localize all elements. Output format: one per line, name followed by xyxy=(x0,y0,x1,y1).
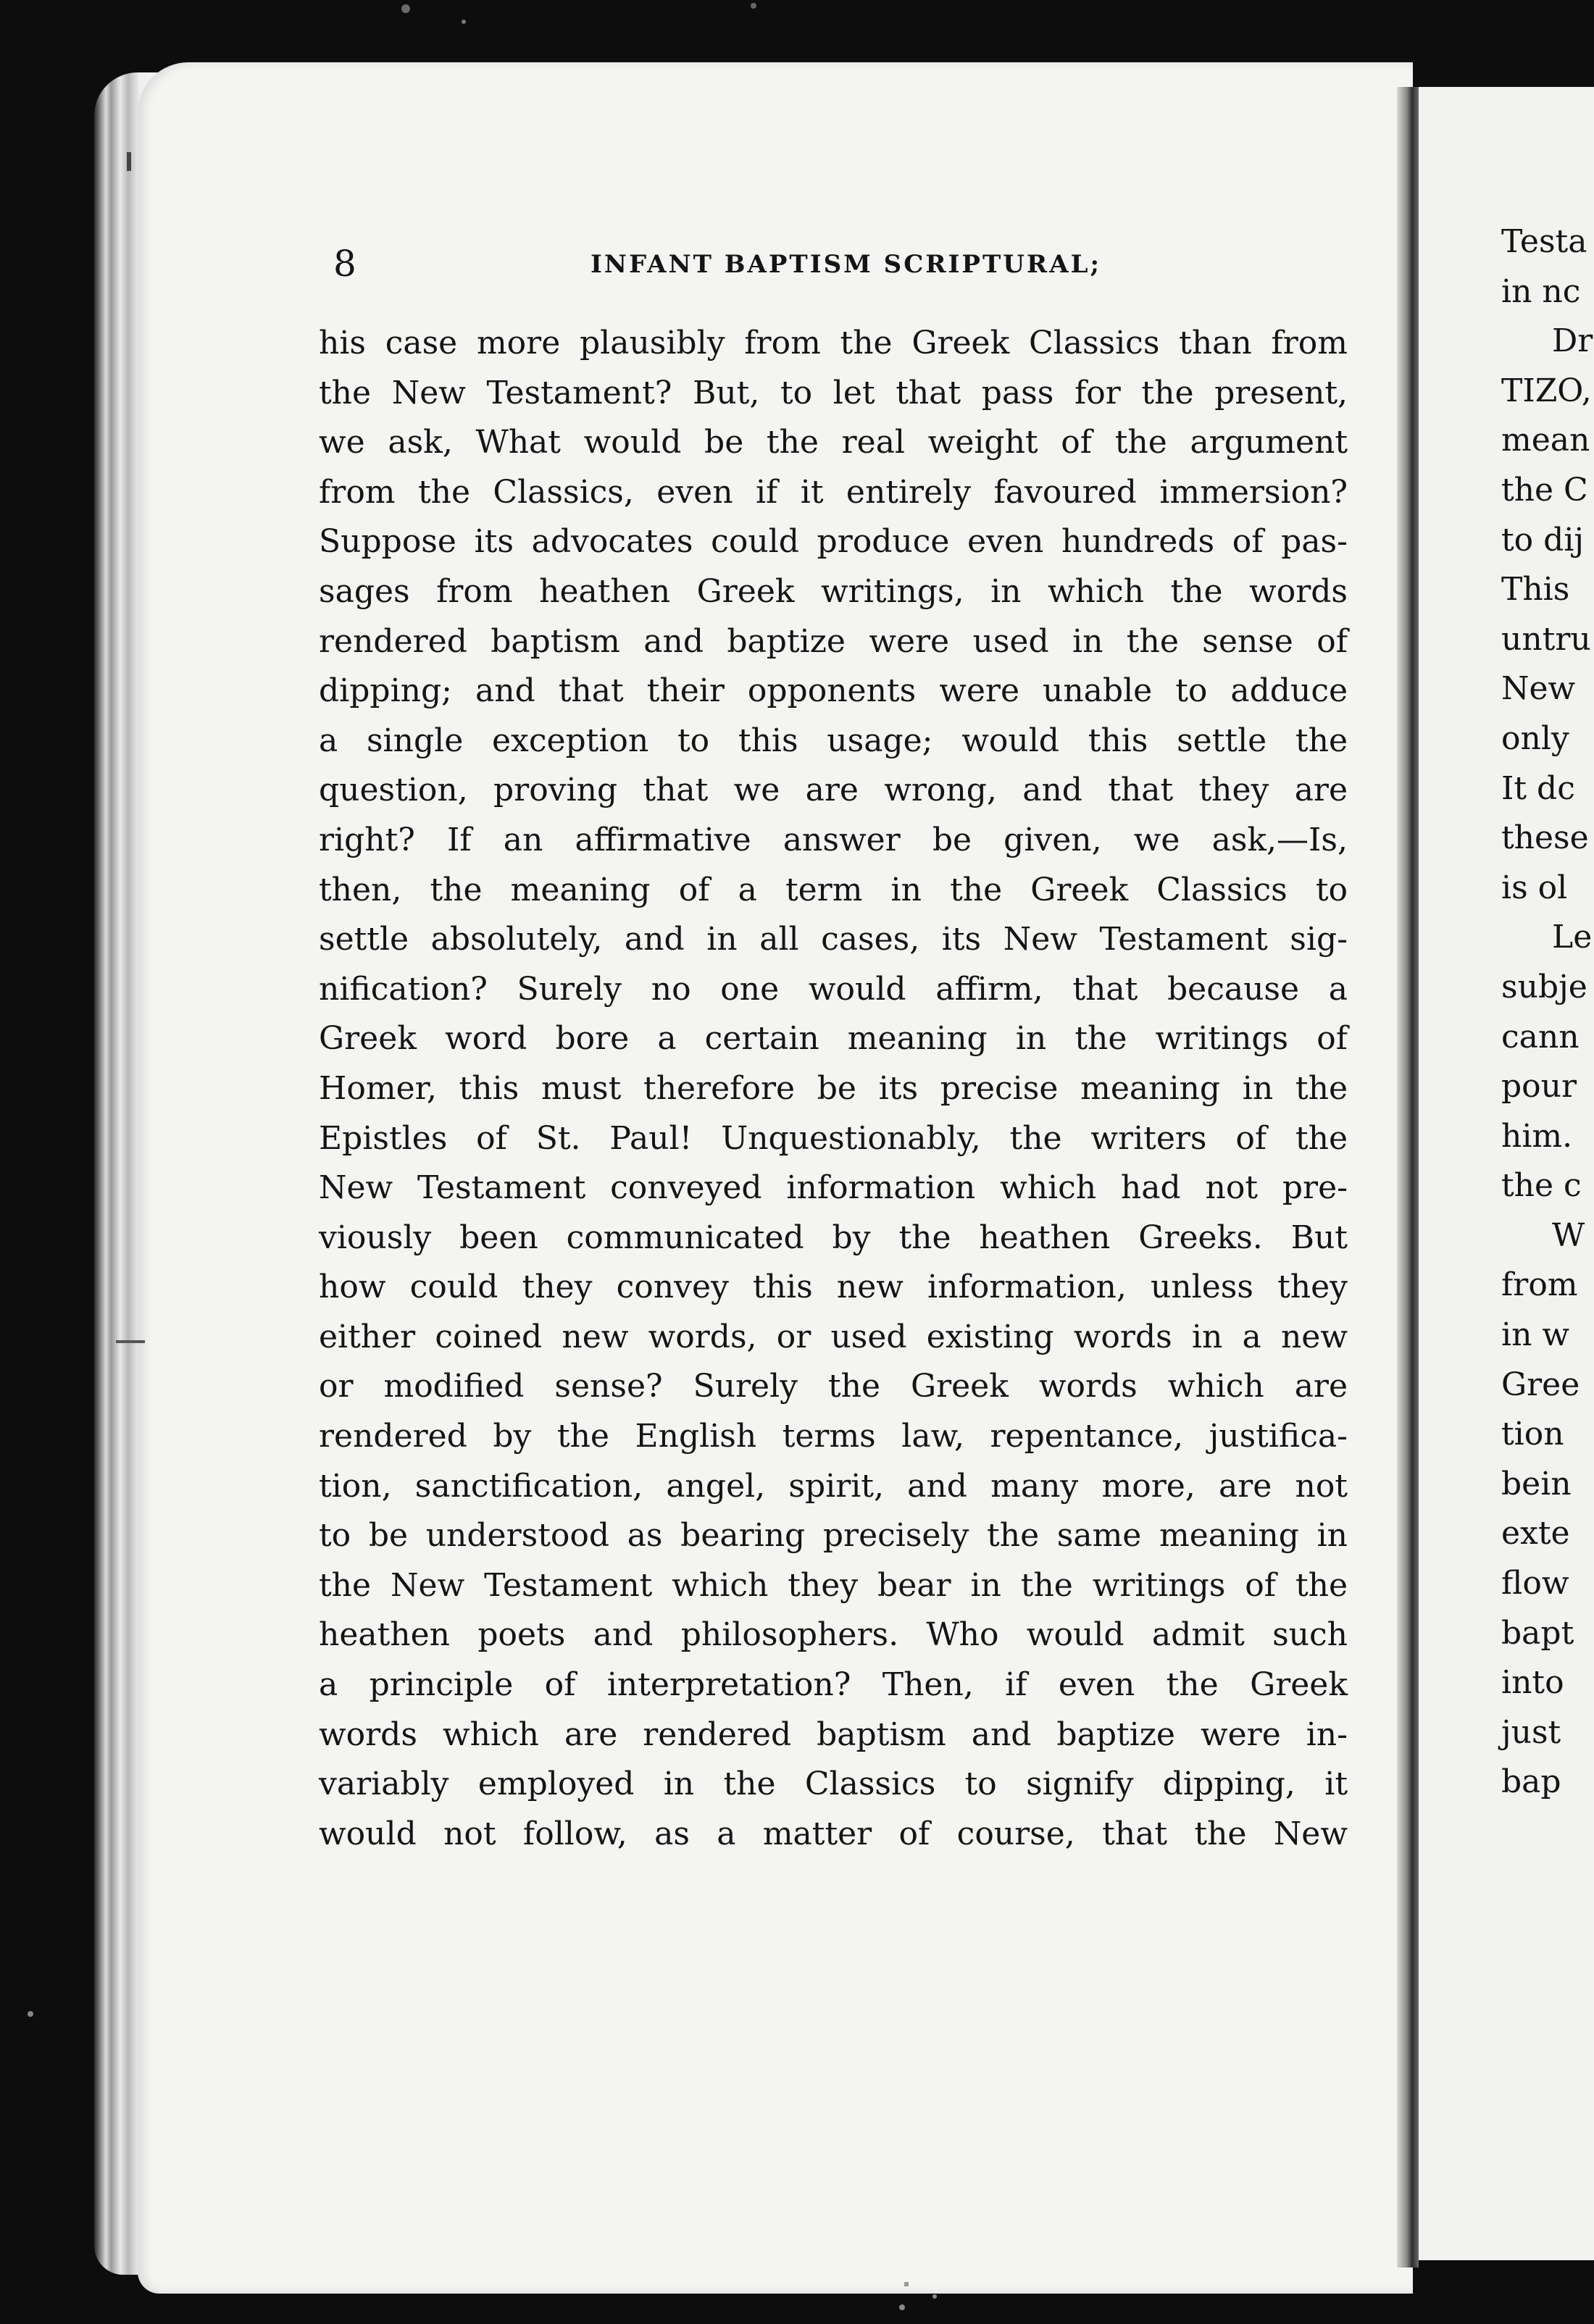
facing-text-line: exte xyxy=(1501,1515,1570,1552)
facing-text-line: subje xyxy=(1501,968,1587,1006)
running-head: INFANT BAPTISM SCRIPTURAL; xyxy=(591,250,1102,279)
facing-text-line: It dc xyxy=(1501,769,1575,807)
facing-text-line: pour xyxy=(1501,1068,1577,1105)
text-line: right? If an affirmative answer be given, we ask,—Is, xyxy=(319,821,1348,858)
facing-text-line: Testa xyxy=(1501,223,1587,260)
facing-text-line: New xyxy=(1501,670,1576,708)
facing-text-line: This xyxy=(1501,571,1570,609)
text-line: either coined new words, or used existing words in a new xyxy=(319,1318,1348,1355)
text-line: question, proving that we are wrong, and that they are xyxy=(319,772,1348,809)
facing-text-line: Gree xyxy=(1501,1366,1580,1403)
text-line: then, the meaning of a term in the Greek Classics to xyxy=(319,871,1348,908)
facing-text-line: him. xyxy=(1501,1117,1573,1155)
facing-text-line: Dr xyxy=(1552,322,1593,360)
text-line: rendered baptism and baptize were used in the sense of xyxy=(319,622,1348,660)
text-line: the New Testament which they bear in the writings of the xyxy=(319,1566,1348,1604)
text-line: sages from heathen Greek writings, in which the words xyxy=(319,572,1348,610)
text-line: words which are rendered baptism and baptize were in- xyxy=(319,1715,1348,1753)
facing-text-line: these xyxy=(1501,819,1589,857)
text-line: settle absolutely, and in all cases, its New Testament sig- xyxy=(319,921,1348,958)
text-line: would not follow, as a matter of course, that the New xyxy=(319,1815,1348,1852)
text-line: Suppose its advocates could produce even hundreds of pas- xyxy=(319,523,1348,561)
facing-text-line: untru xyxy=(1501,620,1591,658)
text-line: dipping; and that their opponents were unable to adduce xyxy=(319,672,1348,710)
page-header xyxy=(333,242,1348,285)
facing-text-line: the C xyxy=(1501,471,1588,509)
text-line: Greek word bore a certain meaning in the writings of xyxy=(319,1020,1348,1058)
facing-text-line: only xyxy=(1501,719,1569,757)
facing-text-line: bap xyxy=(1501,1763,1561,1801)
text-line: to be understood as bearing precisely the same meaning in xyxy=(319,1517,1348,1555)
text-line: a principle of interpretation? Then, if even the Greek xyxy=(319,1666,1348,1704)
facing-text-line: from xyxy=(1501,1266,1578,1304)
facing-text-line: bapt xyxy=(1501,1614,1574,1652)
text-line: how could they convey this new information, unless they xyxy=(319,1268,1348,1306)
facing-text-line: flow xyxy=(1501,1565,1569,1602)
body-text xyxy=(319,319,1348,1859)
text-line: tion, sanctification, angel, spirit, and many more, are not xyxy=(319,1467,1348,1505)
text-line: Epistles of St. Paul! Unquestionably, the writers of the xyxy=(319,1119,1348,1157)
text-line: nification? Surely no one would affirm, that because a xyxy=(319,970,1348,1008)
page-number: 8 xyxy=(333,243,356,285)
text-line: New Testament conveyed information which had not pre- xyxy=(319,1169,1348,1207)
facing-text-line: is ol xyxy=(1501,869,1568,906)
facing-text-line: bein xyxy=(1501,1465,1572,1502)
text-line: viously been communicated by the heathen Greeks. But xyxy=(319,1219,1348,1256)
facing-text-line: TIZO, xyxy=(1501,372,1592,409)
facing-text-line: into xyxy=(1501,1664,1564,1702)
text-line: a single exception to this usage; would this settle the xyxy=(319,722,1348,759)
facing-text-line: cann xyxy=(1501,1018,1580,1056)
facing-text-line: in w xyxy=(1501,1316,1570,1354)
text-line: rendered by the English terms law, repentance, justifica- xyxy=(319,1418,1348,1455)
facing-text-line: W xyxy=(1552,1216,1585,1254)
text-line: Homer, this must therefore be its precise meaning in the xyxy=(319,1069,1348,1107)
book-gutter xyxy=(1397,87,1419,2267)
text-line: his case more plausibly from the Greek Classics than from xyxy=(319,325,1348,361)
facing-text-line: Le xyxy=(1552,919,1593,956)
facing-text-line: just xyxy=(1501,1713,1561,1751)
facing-text-line: to dij xyxy=(1501,521,1585,559)
facing-text-line: in nc xyxy=(1501,272,1581,310)
text-line: variably employed in the Classics to signify dipping, it xyxy=(319,1765,1348,1803)
text-line: or modified sense? Surely the Greek words which are xyxy=(319,1368,1348,1405)
text-line: from the Classics, even if it entirely favoured immersion? xyxy=(319,473,1348,511)
text-line: we ask, What would be the real weight of the argument xyxy=(319,424,1348,461)
text-line: heathen poets and philosophers. Who would admit such xyxy=(319,1616,1348,1654)
facing-text-line: tion xyxy=(1501,1416,1564,1453)
text-line: the New Testament? But, to let that pass for the present, xyxy=(319,374,1348,411)
facing-page-text xyxy=(1501,217,1593,1807)
facing-text-line: mean xyxy=(1501,422,1590,459)
facing-text-line: the c xyxy=(1501,1167,1582,1205)
